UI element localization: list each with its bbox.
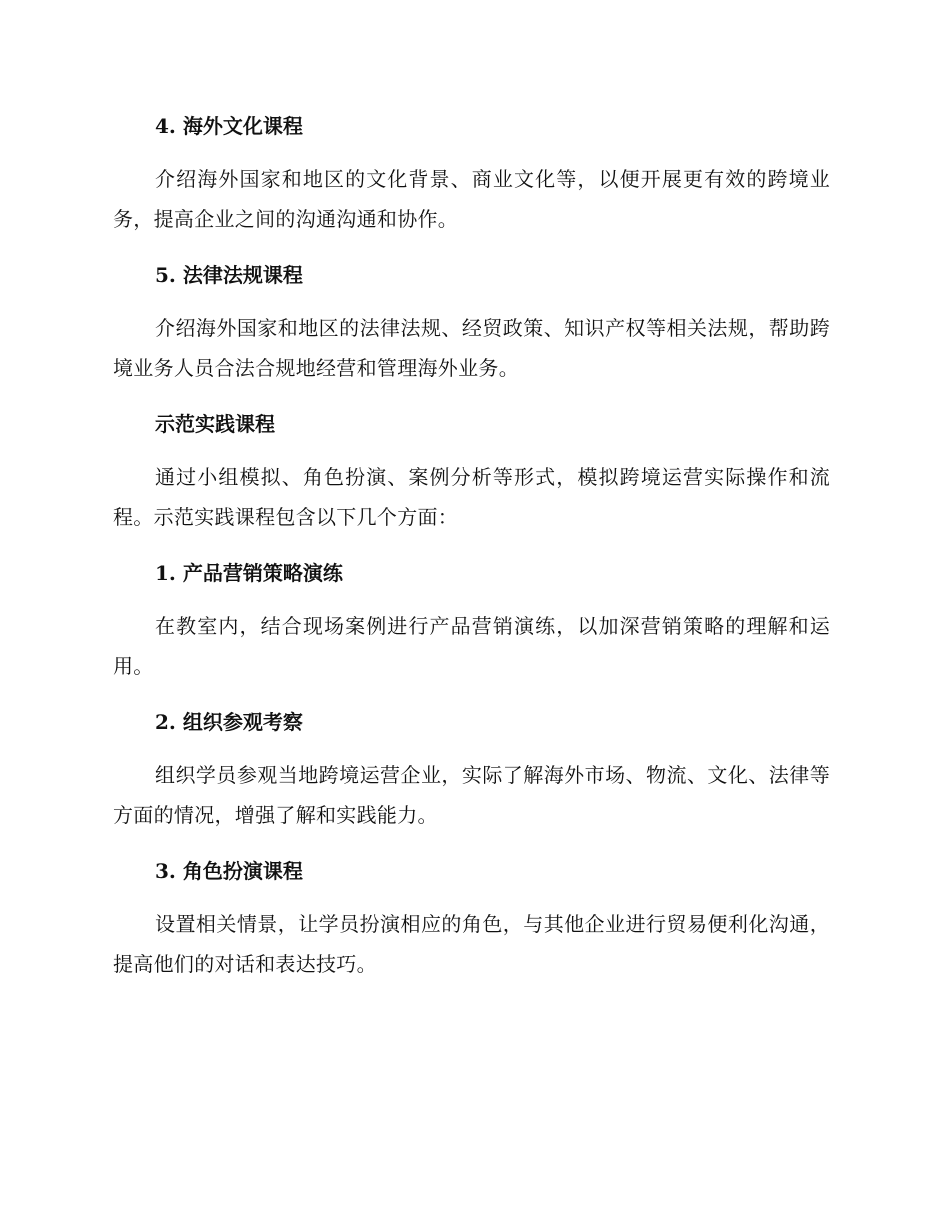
section-heading-product-marketing: 1. 产品营销策略演练 bbox=[155, 561, 343, 585]
paragraph-laws-regulations: 介绍海外国家和地区的法律法规、经贸政策、知识产权等相关法规，帮助跨境业务人员合法合规地经营和管理海外业务。 bbox=[113, 316, 830, 380]
paragraph-product-marketing: 在教室内，结合现场案例进行产品营销演练，以加深营销策略的理解和运用。 bbox=[113, 614, 830, 678]
paragraph-site-visit: 组织学员参观当地跨境运营企业，实际了解海外市场、物流、文化、法律等方面的情况，增强了解和实践能力。 bbox=[113, 763, 830, 827]
paragraph-demo-practice: 通过小组模拟、角色扮演、案例分析等形式，模拟跨境运营实际操作和流程。示范实践课程包含以下几个方面： bbox=[113, 465, 830, 529]
paragraph-overseas-culture: 介绍海外国家和地区的文化背景、商业文化等，以便开展更有效的跨境业务，提高企业之间的沟通沟通和协作。 bbox=[113, 167, 830, 231]
section-heading-laws-regulations: 5. 法律法规课程 bbox=[155, 263, 303, 287]
paragraph-role-play: 设置相关情景，让学员扮演相应的角色，与其他企业进行贸易便利化沟通，提高他们的对话和表达技巧。 bbox=[113, 912, 830, 976]
section-heading-demo-practice: 示范实践课程 bbox=[155, 412, 275, 436]
document-body bbox=[113, 108, 830, 1002]
section-heading-overseas-culture: 4. 海外文化课程 bbox=[155, 114, 303, 138]
section-heading-role-play: 3. 角色扮演课程 bbox=[155, 859, 303, 883]
section-heading-site-visit: 2. 组织参观考察 bbox=[155, 710, 303, 734]
